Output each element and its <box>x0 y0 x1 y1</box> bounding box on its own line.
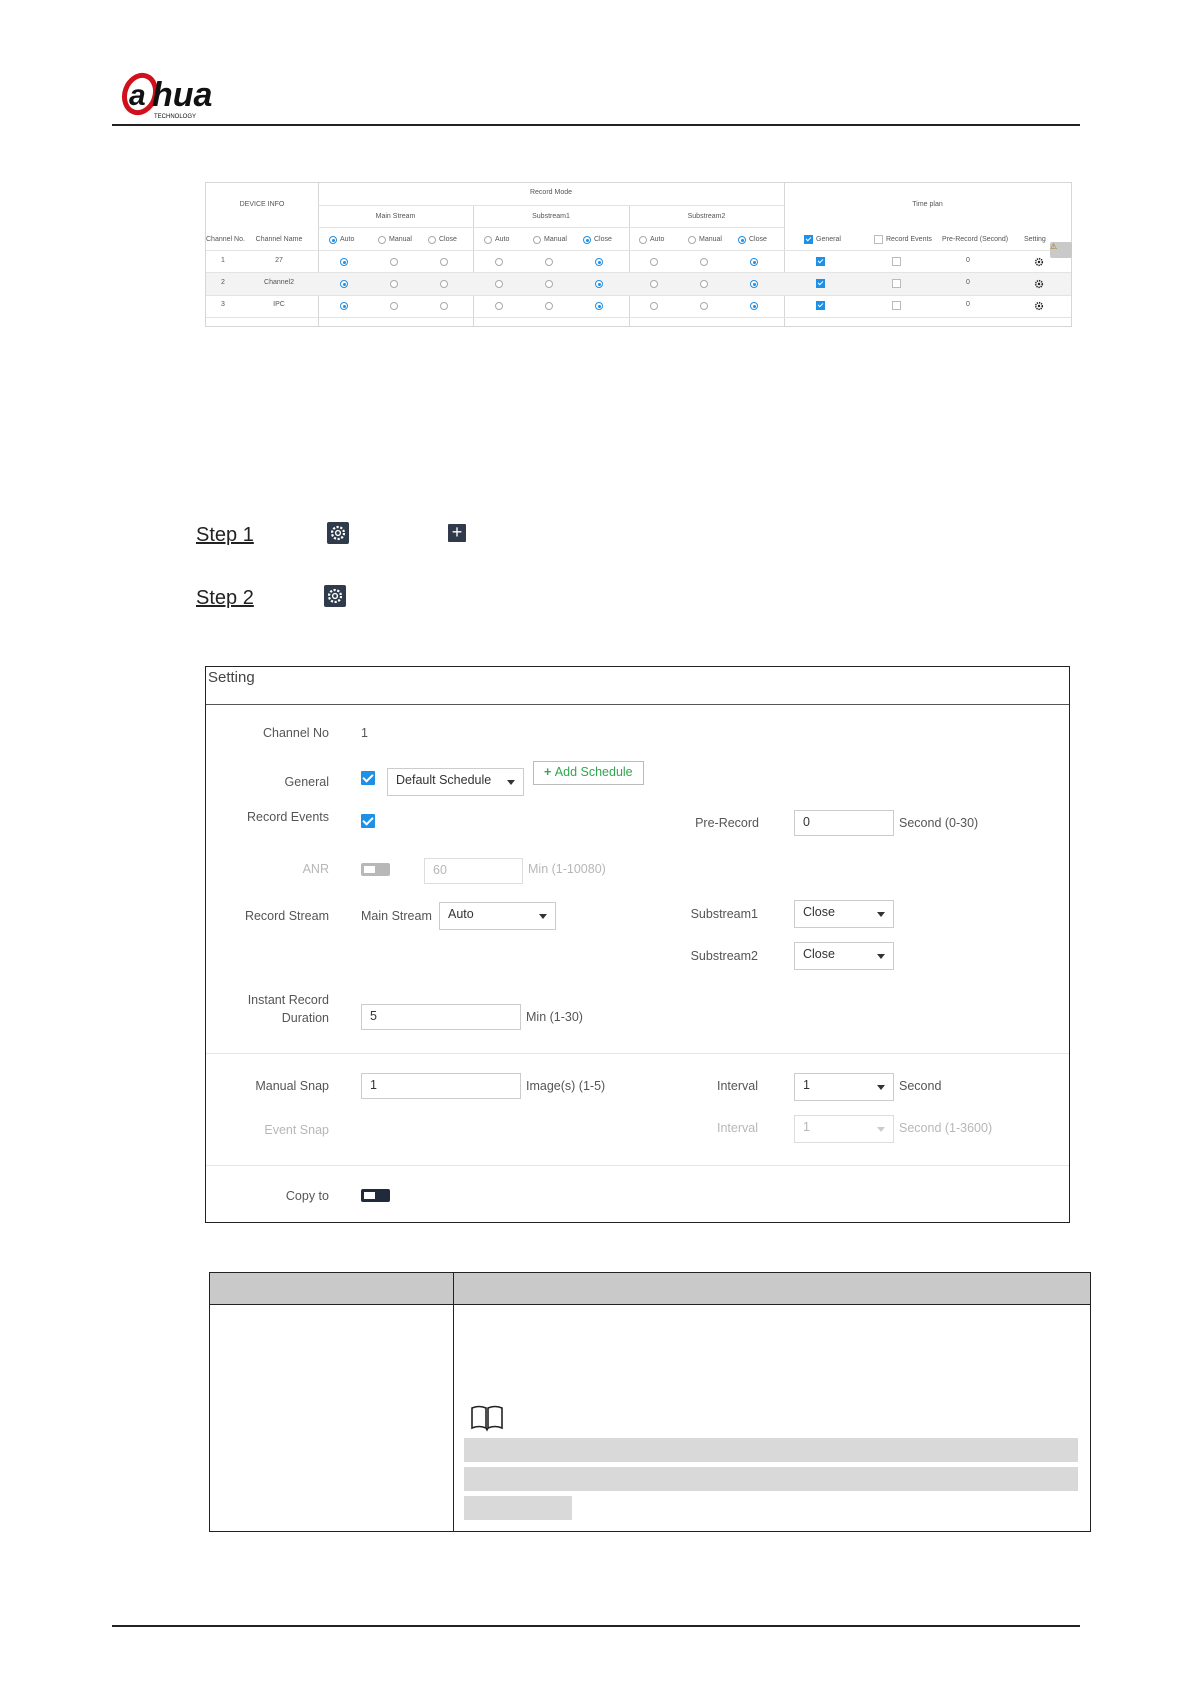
general-all-checkbox[interactable] <box>804 235 813 244</box>
chevron-down-icon <box>877 1085 885 1090</box>
pre-record-input[interactable]: 0 <box>794 810 894 836</box>
manual-snap-unit: Image(s) (1-5) <box>526 1079 606 1093</box>
time-plan-header: Time plan <box>912 201 943 208</box>
event-interval-label: Interval <box>717 1121 758 1135</box>
note-line <box>464 1496 572 1520</box>
sub1-manual-all-radio[interactable] <box>533 236 541 244</box>
chevron-down-icon <box>507 780 515 785</box>
note-line <box>464 1467 1078 1491</box>
row3-main-auto[interactable] <box>340 302 348 310</box>
chevron-down-icon <box>877 954 885 959</box>
channel-no-label: Channel No <box>262 726 329 740</box>
event-interval-unit: Second (1-3600) <box>899 1121 993 1135</box>
copy-to-label: Copy to <box>285 1189 329 1203</box>
interval-label: Interval <box>717 1079 758 1093</box>
col-close: Close <box>749 236 767 243</box>
main-manual-all-radio[interactable] <box>378 236 386 244</box>
col-manual: Manual <box>389 236 412 243</box>
row3-sub2-close[interactable] <box>750 302 758 310</box>
row1-sub2-auto[interactable] <box>650 258 658 266</box>
note-book-icon <box>470 1404 504 1432</box>
row2-record-events-checkbox[interactable] <box>892 279 901 288</box>
general-label: General <box>284 775 329 789</box>
chevron-down-icon <box>877 912 885 917</box>
svg-text:TECHNOLOGY: TECHNOLOGY <box>154 114 197 120</box>
main-stream-select[interactable] <box>439 902 556 930</box>
row3-main-close[interactable] <box>440 302 448 310</box>
row1-sub2-close[interactable] <box>750 258 758 266</box>
row3-no: 3 <box>221 301 225 308</box>
schedule-select[interactable] <box>387 768 524 796</box>
substream2-label: Substream2 <box>690 949 758 963</box>
row2-main-manual[interactable] <box>390 280 398 288</box>
row2-main-close[interactable] <box>440 280 448 288</box>
panel-title: Setting <box>208 669 255 686</box>
record-table <box>205 182 1072 327</box>
chevron-down-icon <box>539 914 547 919</box>
substream2-value: Close <box>803 947 835 961</box>
row3-main-manual[interactable] <box>390 302 398 310</box>
main-stream-label: Main Stream <box>361 909 432 923</box>
sub1-close-all-radio[interactable] <box>583 236 591 244</box>
row1-main-auto[interactable] <box>340 258 348 266</box>
row2-sub1-close[interactable] <box>595 280 603 288</box>
col-channel-name: Channel Name <box>255 236 303 243</box>
sub2-close-all-radio[interactable] <box>738 236 746 244</box>
row2-general-checkbox[interactable] <box>816 279 825 288</box>
row1-sub1-auto[interactable] <box>495 258 503 266</box>
add-schedule-button[interactable] <box>533 761 644 785</box>
substream1-select[interactable] <box>794 900 894 928</box>
step-2-label: Step 2 <box>196 587 254 609</box>
interval-unit: Second <box>899 1079 942 1093</box>
svg-text:hua: hua <box>152 76 213 114</box>
row3-sub1-manual[interactable] <box>545 302 553 310</box>
col-close: Close <box>594 236 612 243</box>
row3-gear-icon[interactable] <box>1034 301 1044 311</box>
col-close: Close <box>439 236 457 243</box>
col-record-events: Record Events <box>886 236 932 243</box>
row2-gear-icon[interactable] <box>1034 279 1044 289</box>
manual-snap-input[interactable]: 1 <box>361 1073 521 1099</box>
row2-sub2-manual[interactable] <box>700 280 708 288</box>
step-1-label: Step 1 <box>196 524 254 546</box>
row1-no: 1 <box>221 257 225 264</box>
col-manual: Manual <box>544 236 567 243</box>
duration-label: Duration <box>281 1011 329 1025</box>
footer-rule <box>112 1625 1080 1627</box>
main-close-all-radio[interactable] <box>428 236 436 244</box>
copy-to-toggle[interactable] <box>361 1189 390 1202</box>
row2-sub2-close[interactable] <box>750 280 758 288</box>
plus-icon: + <box>544 765 555 779</box>
substream1-value: Close <box>803 905 835 919</box>
row1-general-checkbox[interactable] <box>816 257 825 266</box>
main-stream-header: Main Stream <box>375 213 416 220</box>
col-general: General <box>816 236 841 243</box>
row2-sub2-auto[interactable] <box>650 280 658 288</box>
row3-sub2-manual[interactable] <box>700 302 708 310</box>
pre-record-unit: Second (0-30) <box>899 816 979 830</box>
col-manual: Manual <box>699 236 722 243</box>
record-mode-header: Record Mode <box>529 189 573 196</box>
row3-sub2-auto[interactable] <box>650 302 658 310</box>
row3-sub1-auto[interactable] <box>495 302 503 310</box>
col-auto: Auto <box>495 236 510 243</box>
substream2-header: Substream2 <box>687 213 726 220</box>
col-pre-record: Pre-Record (Second) <box>942 236 1009 243</box>
row2-main-auto[interactable] <box>340 280 348 288</box>
schedule-value: Default Schedule <box>396 773 492 787</box>
main-stream-value: Auto <box>448 907 474 921</box>
add-schedule-label: Add Schedule <box>554 765 633 779</box>
interval-value: 1 <box>803 1078 810 1092</box>
channel-no-value: 1 <box>361 726 368 740</box>
anr-unit: Min (1-10080) <box>528 862 606 876</box>
event-interval-value: 1 <box>803 1120 810 1134</box>
record-events-all-checkbox[interactable] <box>874 235 883 244</box>
main-auto-all-radio[interactable] <box>329 236 337 244</box>
col-channel-no: Channel No. <box>206 236 245 243</box>
row2-sub1-manual[interactable] <box>545 280 553 288</box>
row1-pre-record: 0 <box>966 257 970 264</box>
setting-panel <box>205 666 1070 1223</box>
sub2-manual-all-radio[interactable] <box>688 236 696 244</box>
substream1-label: Substream1 <box>690 907 758 921</box>
parameter-table <box>209 1272 1091 1532</box>
instant-record-unit: Min (1-30) <box>526 1010 583 1024</box>
substream1-header: Substream1 <box>532 213 570 220</box>
general-checkbox[interactable] <box>361 771 375 785</box>
pre-record-label: Pre-Record <box>695 816 759 830</box>
device-info-header: DEVICE INFO <box>239 201 285 208</box>
record-stream-label: Record Stream <box>244 909 329 923</box>
row3-pre-record: 0 <box>966 301 970 308</box>
row3-record-events-checkbox[interactable] <box>892 301 901 310</box>
row2-no: 2 <box>221 279 225 286</box>
row1-sub2-manual[interactable] <box>700 258 708 266</box>
header-rule <box>112 124 1080 126</box>
warning-icon[interactable]: ⚠ <box>1050 242 1072 258</box>
instant-record-input[interactable]: 5 <box>361 1004 521 1030</box>
row3-sub1-close[interactable] <box>595 302 603 310</box>
anr-input[interactable]: 60 <box>424 858 523 884</box>
manual-snap-label: Manual Snap <box>255 1079 329 1093</box>
event-interval-select[interactable] <box>794 1115 894 1143</box>
sub2-auto-all-radio[interactable] <box>639 236 647 244</box>
row3-general-checkbox[interactable] <box>816 301 825 310</box>
row1-sub1-close[interactable] <box>595 258 603 266</box>
record-events-checkbox[interactable] <box>361 814 375 828</box>
anr-label: ANR <box>302 862 329 876</box>
note-line <box>464 1438 1078 1462</box>
col-setting: Setting <box>1024 236 1046 243</box>
row3-name: IPC <box>273 301 285 308</box>
event-snap-label: Event Snap <box>264 1123 329 1137</box>
col-auto: Auto <box>340 236 355 243</box>
svg-text:a: a <box>129 79 146 112</box>
col-auto: Auto <box>650 236 665 243</box>
row1-record-events-checkbox[interactable] <box>892 257 901 266</box>
gear-icon <box>327 522 349 544</box>
interval-select[interactable] <box>794 1073 894 1101</box>
instant-record-label: Instant Record <box>247 993 329 1007</box>
gear-icon <box>324 585 346 607</box>
plus-icon: + <box>448 524 466 542</box>
row1-gear-icon[interactable] <box>1034 257 1044 267</box>
table-header <box>210 1273 1090 1305</box>
substream2-select[interactable] <box>794 942 894 970</box>
row1-name: 27 <box>275 257 283 264</box>
record-events-label: Record Events <box>247 810 329 824</box>
row1-main-manual[interactable] <box>390 258 398 266</box>
row1-sub1-manual[interactable] <box>545 258 553 266</box>
row1-main-close[interactable] <box>440 258 448 266</box>
row2-pre-record: 0 <box>966 279 970 286</box>
row2-name: Channel2 <box>264 279 294 286</box>
dahua-logo <box>118 70 253 130</box>
chevron-down-icon <box>877 1127 885 1132</box>
row2-sub1-auto[interactable] <box>495 280 503 288</box>
anr-toggle[interactable] <box>361 863 390 876</box>
sub1-auto-all-radio[interactable] <box>484 236 492 244</box>
